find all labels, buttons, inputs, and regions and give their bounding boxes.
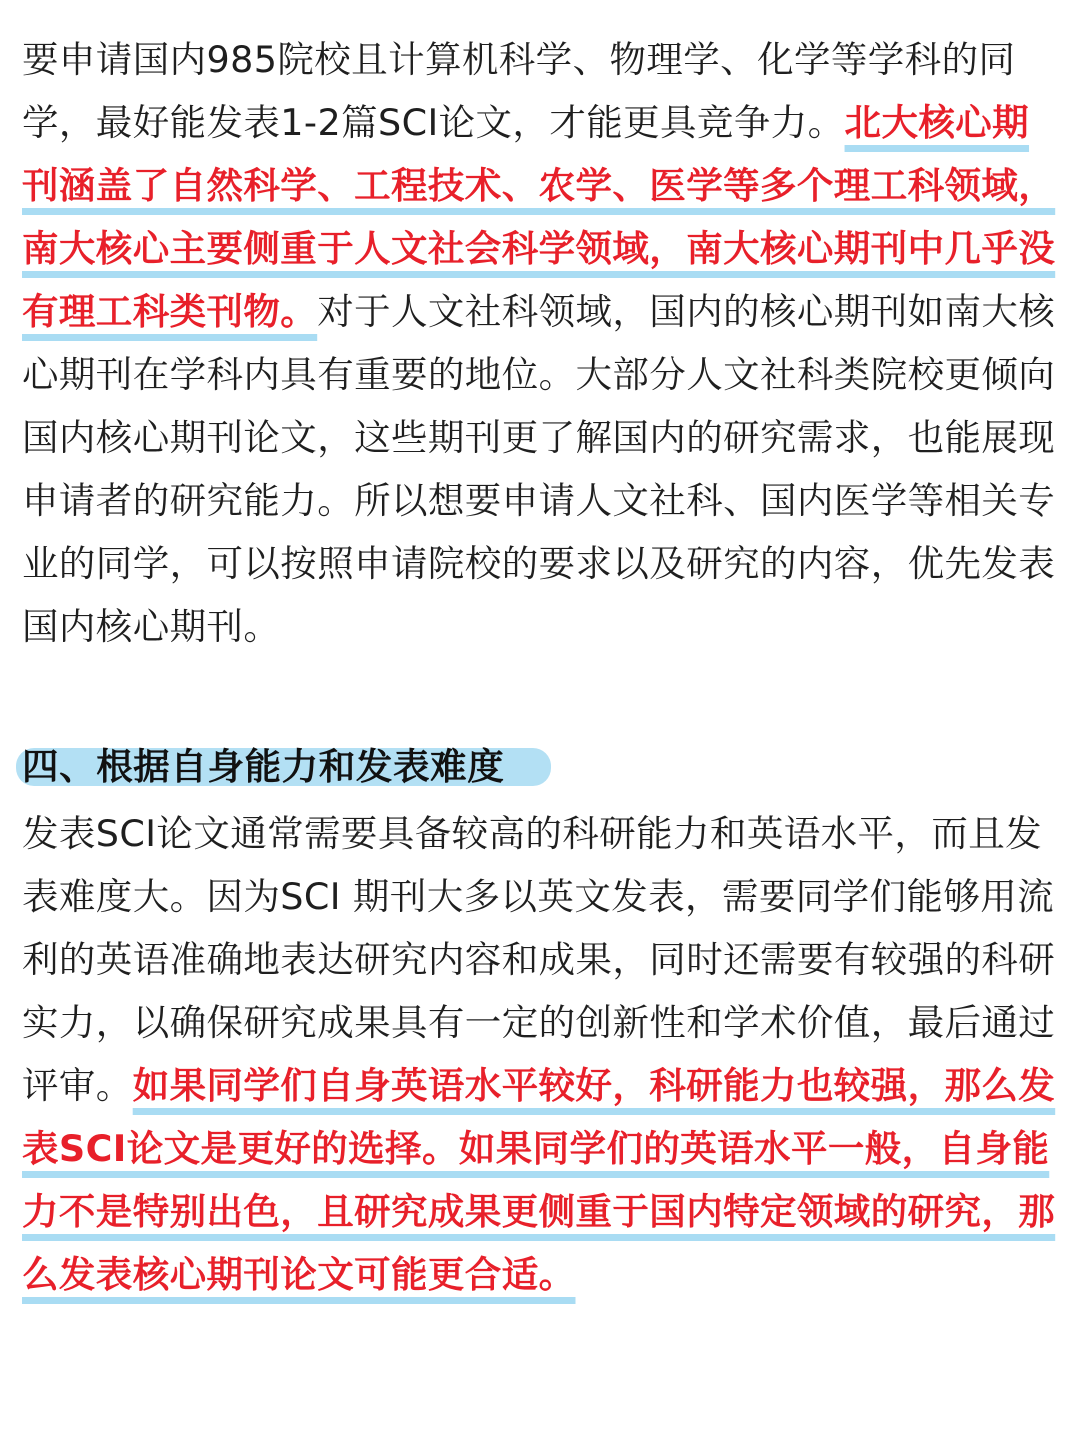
section-heading-block [22,738,1062,796]
text-humanities-advice: 对于人文社科领域，国内的核心期刊如南大核心期刊在学科内具有重要的地位。大部分人文社科类院校更倾向国内核心期刊论文，这些期刊更了解国内的研究需求，也能展现申请者的研究能力。所以想要申请人文社科、国内医学等相关专业的同学，可以按照申请院校的要求以及研究的内容，优先发表国内核心期刊。 [22,290,1056,648]
section-gap [22,658,1062,721]
text-sci-difficulty: 发表SCI论文通常需要具备较高的科研能力和英语水平，而且发表难度大。因为SCI 期刊大多以英文发表，需要同学们能够用流利的英语准确地表达研究内容和成果，同时还需要有较强的科研实力，以确保研究成果具有一定的创新性和学术价值，最后通过评审。 [22,812,1056,1107]
highlight-core-journal-scope: 北大核心期刊涵盖了自然科学、工程技术、农学、医学等多个理工科领域，南大核心主要侧重于人文社会科学领域，南大核心期刊中几乎没有理工科类刊物。 [22,101,1056,333]
highlight-choice-advice: 如果同学们自身英语水平较好，科研能力也较强，那么发表SCI论文是更好的选择。如果同学们的英语水平一般，自身能力不是特别出色，且研究成果更侧重于国内特定领域的研究，那么发表核心期刊论文可能更合适。 [22,1064,1056,1296]
article-body [22,28,1062,1306]
paragraph-ability-difficulty [22,802,1062,1306]
text-sci-requirement: 要申请国内985院校且计算机科学、物理学、化学等学科的同学，最好能发表1-2篇SCI论文，才能更具竞争力。 [22,38,1016,144]
section-heading: 四、根据自身能力和发表难度 [22,745,505,788]
paragraph-journal-comparison [22,28,1062,658]
